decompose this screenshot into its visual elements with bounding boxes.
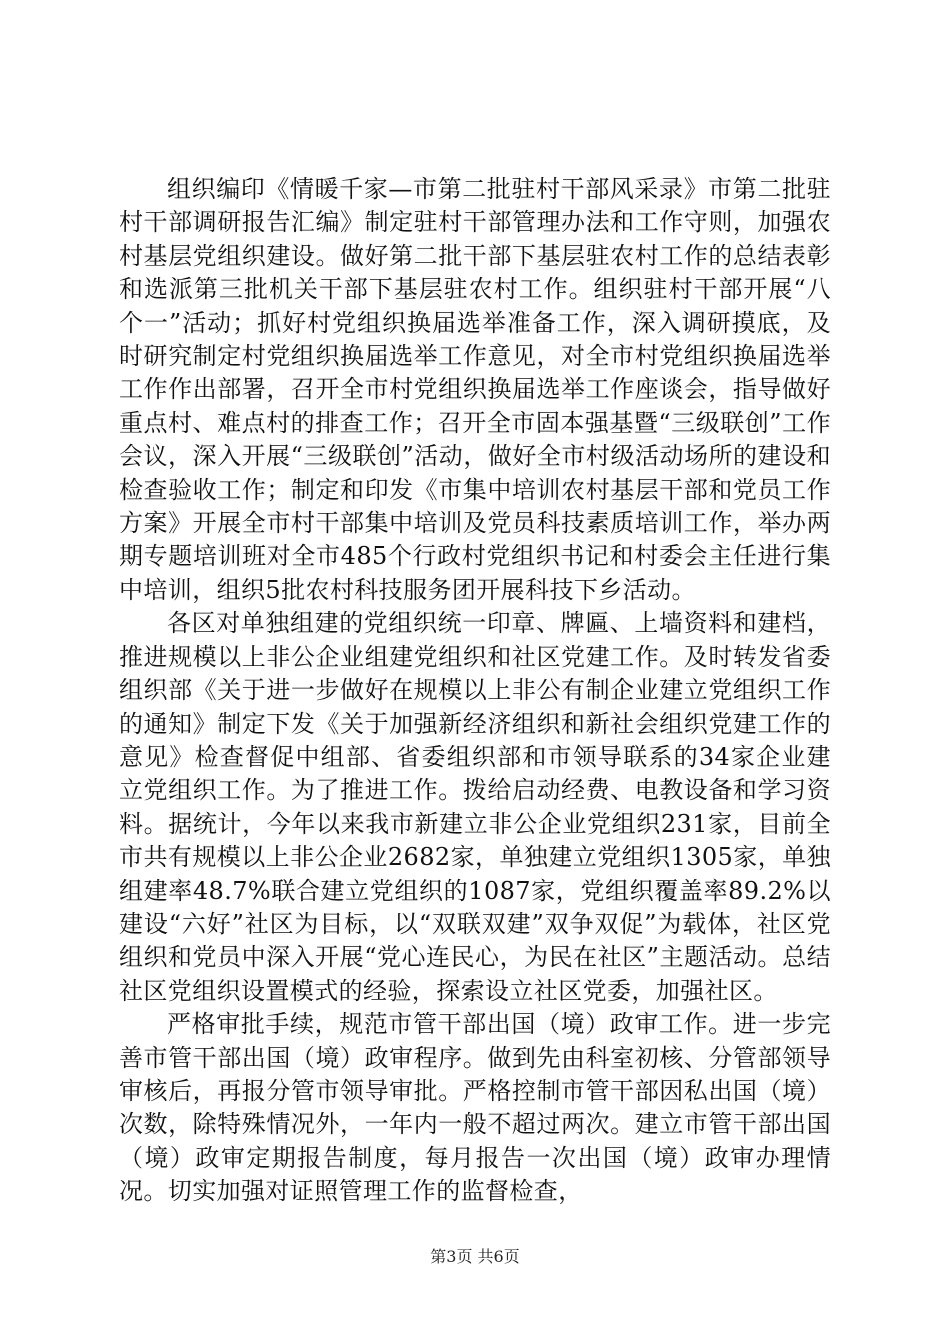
paragraph-3: 严格审批手续，规范市管干部出国（境）政审工作。进一步完善市管干部出国（境）政审程序。做到先由科室初核、分管部领导审核后，再报分管市领导审批。严格控制市管干部因私出国（境）次数，除特殊情况外，一年内一般不超过两次。建立市管干部出国（境）政审定期报告制度，每月报告一次出国（境）政审办理情况。切实加强对证照管理工作的监督检查， [119,1010,831,1206]
paragraph-2: 各区对单独组建的党组织统一印章、牌匾、上墙资料和建档，推进规模以上非公企业组建党组织和社区党建工作。及时转发省委组织部《关于进一步做好在规模以上非公有制企业建立党组织工作的通知》制定下发《关于加强新经济组织和新社会组织党建工作的意见》检查督促中组部、省委组织部和市领导联系的34家企业建立党组织工作。为了推进工作。拨给启动经费、电教设备和学习资料。据统计，今年以来我市新建立非公企业党组织231家，目前全市共有规模以上非公企业2682家，单独建立党组织1305家，单独组建率48.7%联合建立党组织的1087家，党组织覆盖率89.2%以建设“六好”社区为目标，以“双联双建”双争双促”为载体，社区党组织和党员中深入开展“党心连民心，为民在社区”主题活动。总结社区党组织设置模式的经验，探索设立社区党委，加强社区。 [119,609,831,1005]
paragraph-1: 组织编印《情暖千家—市第二批驻村干部风采录》市第二批驻村干部调研报告汇编》制定驻村干部管理办法和工作守则，加强农村基层党组织建设。做好第二批干部下基层驻农村工作的总结表彰和选派第三批机关干部下基层驻农村工作。组织驻村干部开展“八个一”活动；抓好村党组织换届选举准备工作，深入调研摸底，及时研究制定村党组织换届选举工作意见，对全市村党组织换届选举工作作出部署，召开全市村党组织换届选举工作座谈会，指导做好重点村、难点村的排查工作；召开全市固本强基暨“三级联创”工作会议，深入开展“三级联创”活动，做好全市村级活动场所的建设和检查验收工作；制定和印发《市集中培训农村基层干部和党员工作方案》开展全市村干部集中培训及党员科技素质培训工作，举办两期专题培训班对全市485个行政村党组织书记和村委会主任进行集中培训，组织5批农村科技服务团开展科技下乡活动。 [119,175,831,604]
document-body [119,173,831,1209]
page-footer: 第3页 共6页 [430,1247,520,1266]
